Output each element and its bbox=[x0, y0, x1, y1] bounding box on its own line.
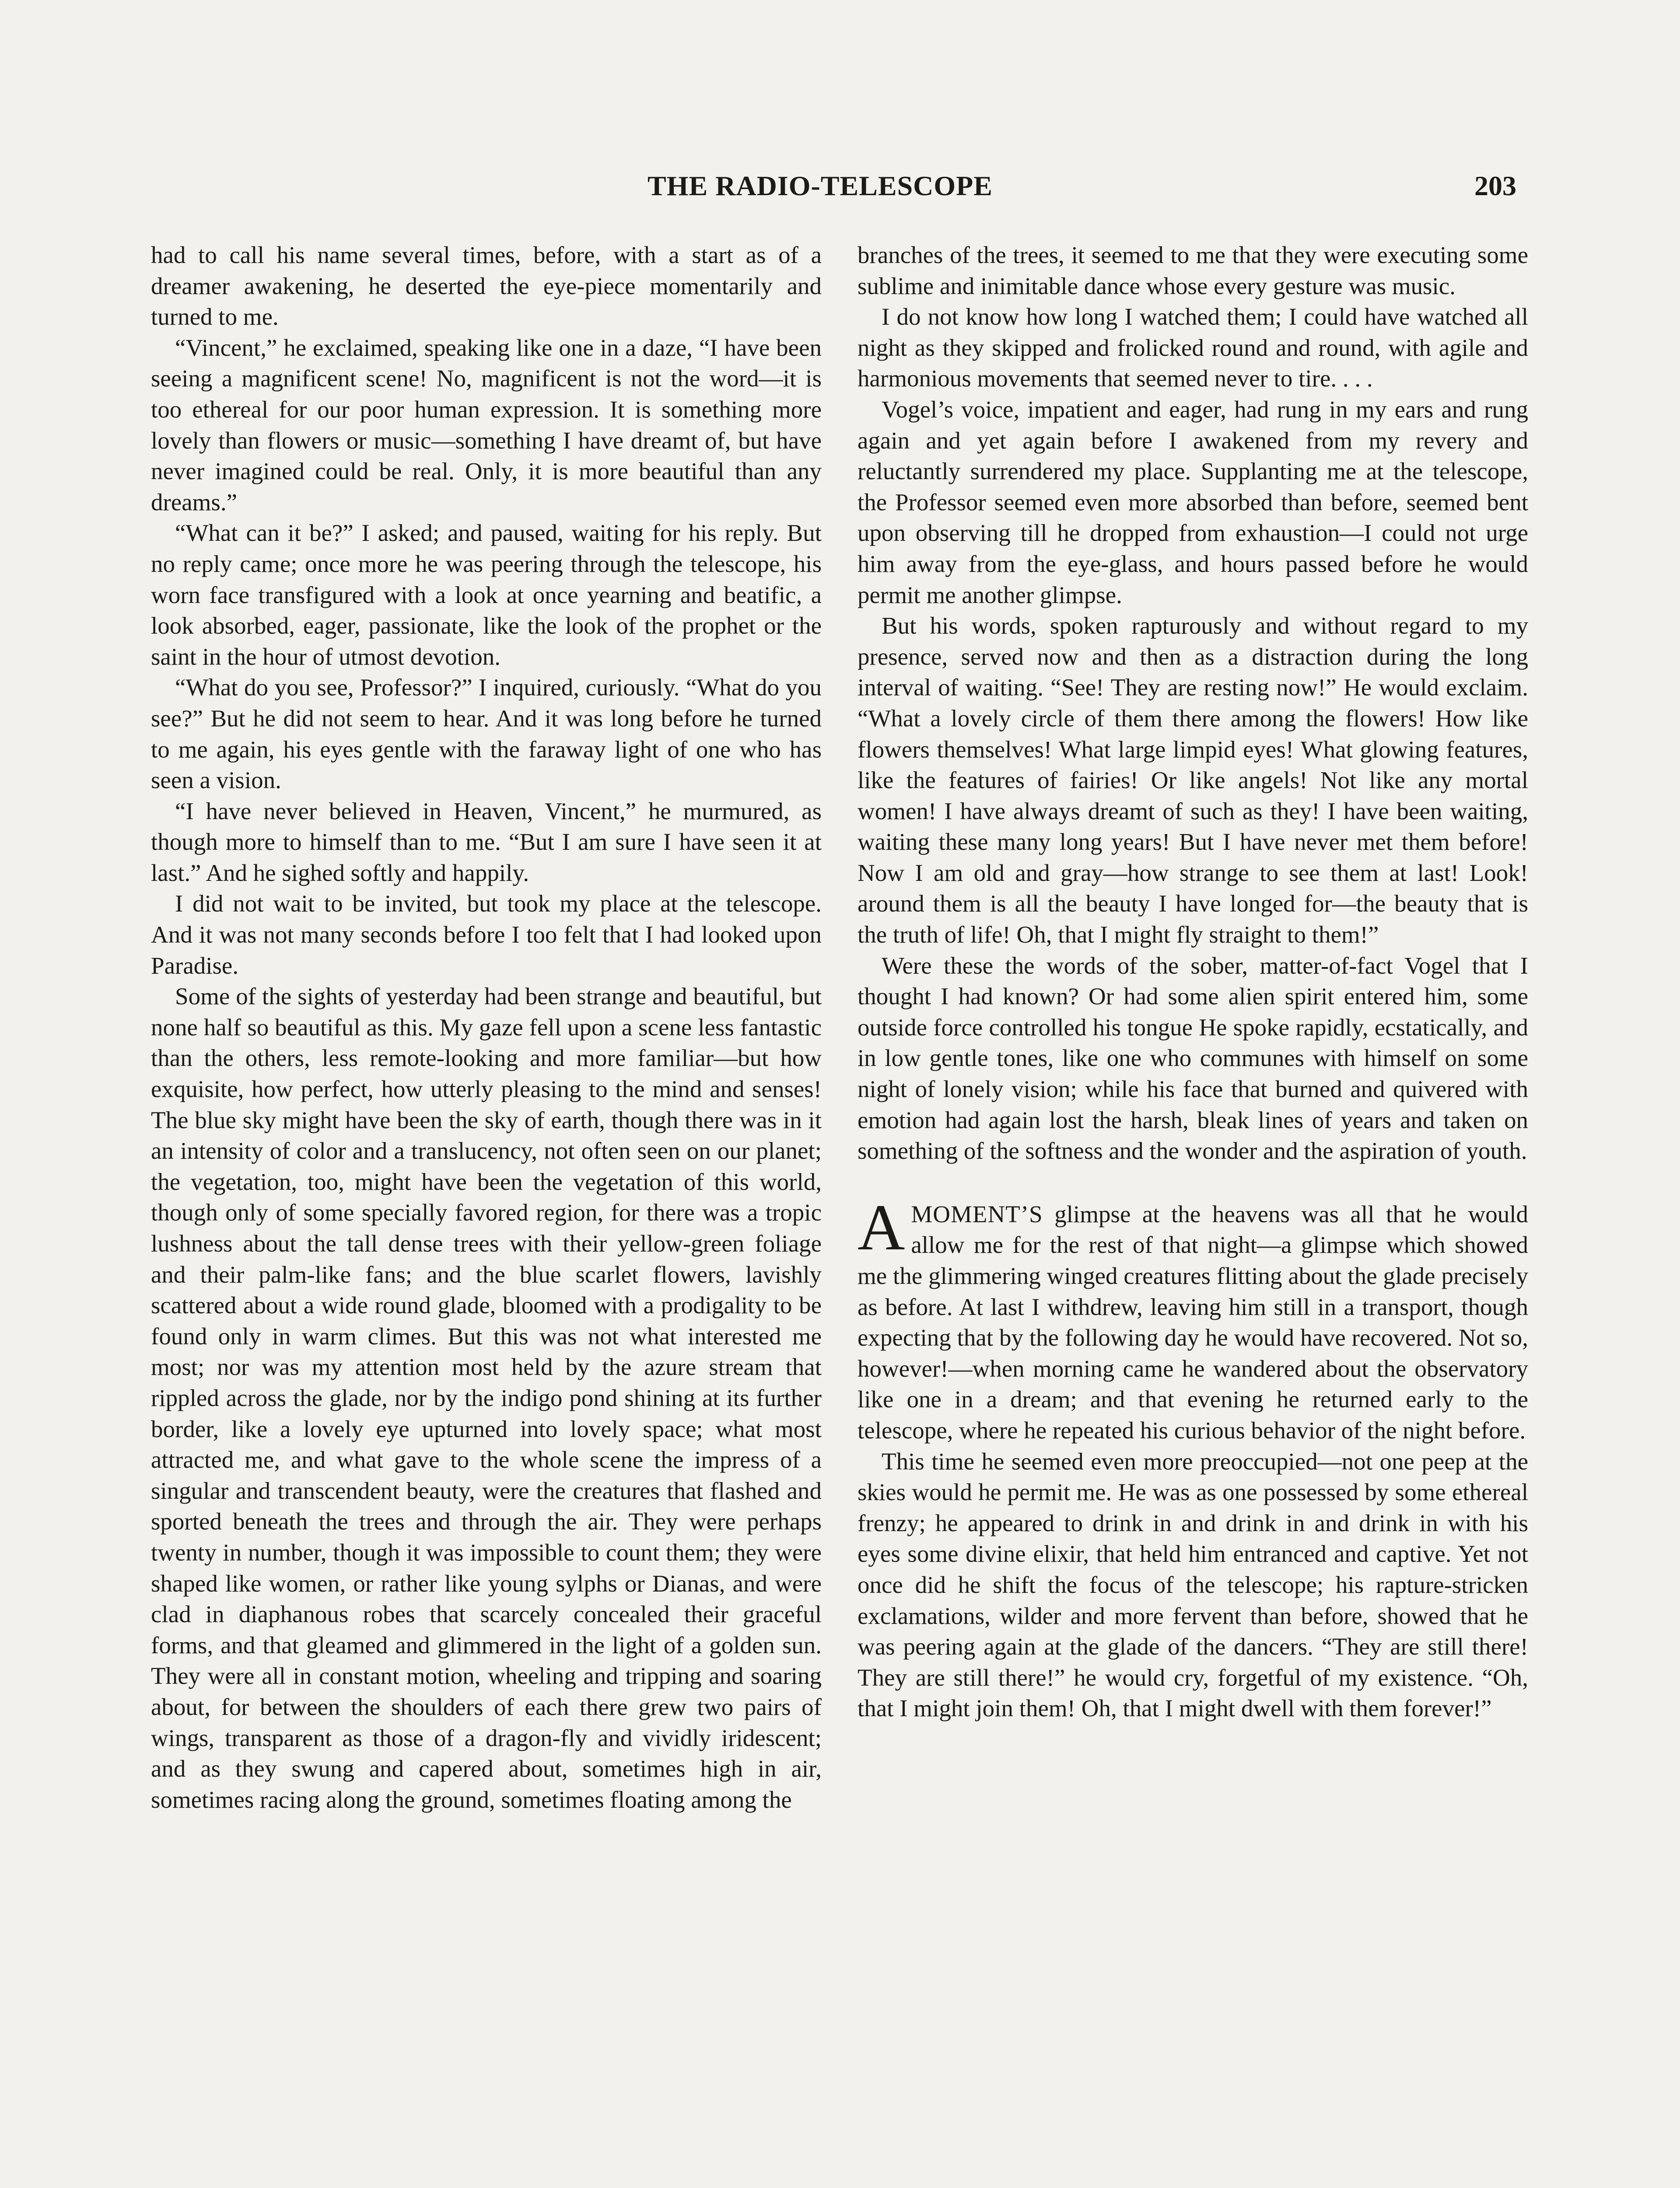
paragraph: “What do you see, Professor?” I inquired, curiously. “What do you see?” But he did not seem to hear. And it was long before he turned to me again, his eyes gentle with the faraway light of one who has seen a vision. bbox=[151, 674, 822, 794]
paragraph-text: glimpse at the heavens was all that he would allow me for the rest of that night—a glimpse which showed me the glimmering winged creatures flitting about the glade precisely as before. At last I withdrew, leaving him still in a transport, though expecting that by the following day he would have recovered. Not so, however!—when morning came he wandered about the observatory like one in a dream; and that evening he returned early to the telescope, where he repeated his curious behavior of the night before. bbox=[858, 1200, 1528, 1444]
drop-cap: A bbox=[858, 1191, 905, 1264]
paragraph: Some of the sights of yesterday had been strange and beautiful, but none half so beautiful as this. My gaze fell upon a scene less fantastic than the others, less remote-looking and more familiar—but how exquisite, how perfect, how utterly pleasing to the mind and senses! The blue sky might have been the sky of earth, though there was in it an intensity of color and a translucency, not often seen on our planet; the vegetation, too, might have been the vegetation of this world, though only of some specially favored region, for there was a tropic lushness about the tall dense trees with their yellow-green foliage and their palm-like fans; and the blue scarlet flowers, lavishly scattered about a wide round glade, bloomed with a prodigality to be found only in warm climes. But this was not what interested me most; nor was my attention most held by the azure stream that rippled across the glade, nor by the indigo pond shining at its further border, like a lovely eye upturned into lovely space; what most attracted me, and what gave to the whole scene the impress of a singular and transcendent beauty, were the creatures that flashed and sported beneath the trees and through the air. They were perhaps twenty in number, though it was impossible to count them; they were shaped like women, or rather like young sylphs or Dianas, and were clad in diaphanous robes that scarcely concealed their graceful forms, and that gleamed and glimmered in the light of a golden sun. They were all in constant motion, wheeling and tripping and soaring about, for between the shoulders of each there grew two pairs of wings, transparent as those of a dragon-fly and vividly iridescent; and as they swung and capered about, sometimes high in air, sometimes racing along the ground, sometimes floating among the bbox=[151, 983, 822, 1813]
paragraph: I do not know how long I watched them; I could have watched all night as they skipped and frolicked round and round, with agile and harmonious movements that seemed never to tire. . . . bbox=[858, 303, 1528, 392]
paragraph: “What can it be?” I asked; and paused, waiting for his reply. But no reply came; once more he was peering through the telescope, his worn face transfigured with a look at once yearning and beatific, a look absorbed, eager, passionate, like the look of the prophet or the saint in the hour of utmost devotion. bbox=[151, 519, 822, 670]
paragraph: “Vincent,” he exclaimed, speaking like one in a daze, “I have been seeing a magnificent scene! No, magnificent is not the word—it is too ethereal for our poor human expression. It is something more lovely than flowers or music—something I have dreamt of, but have never imagined could be real. Only, it is more beautiful than any dreams.” bbox=[151, 334, 822, 515]
paragraph: “I have never believed in Heaven, Vincent,” he murmured, as though more to himself than to me. “But I am sure I have seen it at last.” And he sighed softly and happily. bbox=[151, 797, 822, 886]
section-opening-paragraph bbox=[858, 1191, 1528, 1446]
right-column bbox=[858, 240, 1528, 1724]
left-column bbox=[151, 240, 822, 1815]
paragraph: This time he seemed even more preoccupied—not one peep at the skies would he permit me. He was as one possessed by some ethereal frenzy; he appeared to drink in and drink in and drink in with his eyes some divine elixir, that held him entranced and captive. Yet not once did he shift the focus of the telescope; his rapture-stricken exclamations, wilder and more fervent than before, showed that he was peering again at the glade of the dancers. “They are still there! They are still there!” he would cry, forgetful of my existence. “Oh, that I might join them! Oh, that I might dwell with them forever!” bbox=[858, 1448, 1528, 1722]
page-number: 203 bbox=[1474, 170, 1516, 201]
paragraph: I did not wait to be invited, but took my place at the telescope. And it was not many seconds before I too felt that I had looked upon Paradise. bbox=[151, 890, 822, 979]
lead-word: MOMENT’S bbox=[911, 1200, 1043, 1227]
paragraph: Vogel’s voice, impatient and eager, had rung in my ears and rung again and yet again before I awakened from my revery and reluctantly surrendered my place. Supplanting me at the telescope, the Professor seemed even more absorbed than before, seemed bent upon observing till he dropped from exhaustion—I could not urge him away from the eye-glass, and hours passed before he would permit me another glimpse. bbox=[858, 396, 1528, 608]
paragraph: branches of the trees, it seemed to me that they were executing some sublime and inimitable dance whose every gesture was music. bbox=[858, 242, 1528, 299]
paragraph: had to call his name several times, before, with a start as of a dreamer awakening, he deserted the eye-piece momentarily and turned to me. bbox=[151, 242, 822, 330]
running-header bbox=[0, 166, 1680, 210]
running-title: THE RADIO-TELESCOPE bbox=[648, 170, 993, 201]
paragraph: Were these the words of the sober, matter-of-fact Vogel that I thought I had known? Or had some alien spirit entered him, some outside force controlled his tongue He spoke rapidly, ecstatically, and in low gentle tones, like one who communes with himself on some night of lonely vision; while his face that burned and quivered with emotion had again lost the harsh, bleak lines of years and taken on something of the softness and the wonder and the aspiration of youth. bbox=[858, 952, 1528, 1164]
paragraph: But his words, spoken rapturously and without regard to my presence, served now and then as a distraction during the long interval of waiting. “See! They are resting now!” He would exclaim. “What a lovely circle of them there among the flowers! How like flowers themselves! What large limpid eyes! What glowing features, like the features of fairies! Or like angels! Not like any mortal women! I have always dreamt of such as they! I have been waiting, waiting these many long years! But I have never met them before! Now I am old and gray—how strange to see them at last! Look! around them is all the beauty I have longed for—the beauty that is the truth of life! Oh, that I might fly straight to them!” bbox=[858, 612, 1528, 948]
